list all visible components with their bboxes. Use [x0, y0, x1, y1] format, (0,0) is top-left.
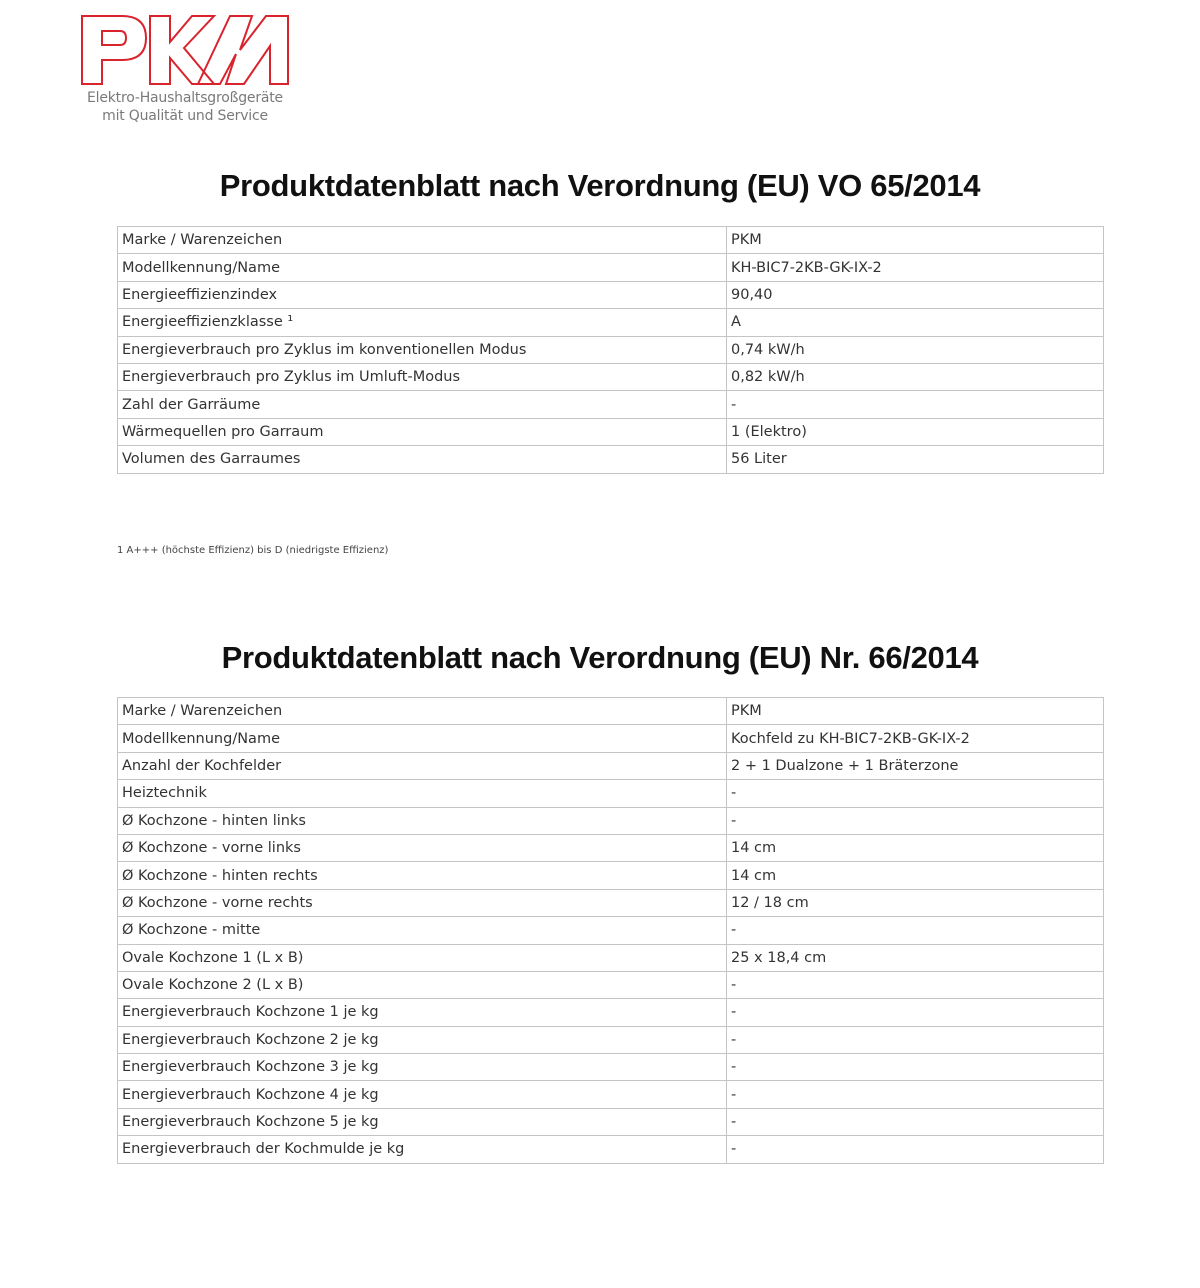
row-label: Anzahl der Kochfelder [118, 752, 727, 779]
row-label: Heiztechnik [118, 780, 727, 807]
row-label: Energieverbrauch Kochzone 1 je kg [118, 999, 727, 1026]
row-value: Kochfeld zu KH-BIC7-2KB-GK-IX-2 [727, 725, 1104, 752]
row-label: Energieverbrauch pro Zyklus im Umluft-Modus [118, 363, 727, 390]
row-value: - [727, 1026, 1104, 1053]
sheet1-table [117, 226, 1104, 474]
logo-tagline-line2: mit Qualität und Service [102, 108, 268, 124]
table-row [118, 1081, 1104, 1108]
footnote: 1 A+++ (höchste Effizienz) bis D (niedrigste Effizienz) [117, 545, 389, 556]
sheet2-title: Produktdatenblatt nach Verordnung (EU) Nr. 66/2014 [221, 640, 979, 675]
table-row [118, 418, 1104, 445]
row-label: Energieverbrauch pro Zyklus im konventionellen Modus [118, 336, 727, 363]
row-label: Energieverbrauch Kochzone 2 je kg [118, 1026, 727, 1053]
table-row [118, 1108, 1104, 1135]
row-value: 14 cm [727, 834, 1104, 861]
row-label: Ø Kochzone - hinten rechts [118, 862, 727, 889]
table-row [118, 780, 1104, 807]
row-label: Wärmequellen pro Garraum [118, 418, 727, 445]
row-value: - [727, 917, 1104, 944]
table-row [118, 391, 1104, 418]
table-row [118, 862, 1104, 889]
row-label: Energieeffizienzklasse ¹ [118, 309, 727, 336]
row-value: - [727, 391, 1104, 418]
row-value: 2 + 1 Dualzone + 1 Bräterzone [727, 752, 1104, 779]
row-value: PKM [727, 698, 1104, 725]
sheet1-title: Produktdatenblatt nach Verordnung (EU) VO 65/2014 [219, 168, 981, 203]
table-row [118, 999, 1104, 1026]
table-row [118, 309, 1104, 336]
row-label: Energieverbrauch Kochzone 4 je kg [118, 1081, 727, 1108]
table-row [118, 971, 1104, 998]
table-row [118, 281, 1104, 308]
row-value: - [727, 1108, 1104, 1135]
row-label: Ø Kochzone - vorne rechts [118, 889, 727, 916]
row-label: Energieeffizienzindex [118, 281, 727, 308]
row-label: Zahl der Garräume [118, 391, 727, 418]
row-value: 56 Liter [727, 446, 1104, 473]
row-label: Ø Kochzone - hinten links [118, 807, 727, 834]
row-value: KH-BIC7-2KB-GK-IX-2 [727, 254, 1104, 281]
row-value: - [727, 807, 1104, 834]
row-label: Marke / Warenzeichen [118, 227, 727, 254]
table-row [118, 725, 1104, 752]
table-row [118, 254, 1104, 281]
table-row [118, 752, 1104, 779]
table-row [118, 834, 1104, 861]
row-value: A [727, 309, 1104, 336]
row-value: PKM [727, 227, 1104, 254]
row-value: 14 cm [727, 862, 1104, 889]
row-value: 90,40 [727, 281, 1104, 308]
row-label: Volumen des Garraumes [118, 446, 727, 473]
table-row [118, 698, 1104, 725]
pkm-logo [80, 14, 290, 126]
table-row [118, 807, 1104, 834]
pkm-logo-mark-icon [80, 14, 290, 86]
row-label: Modellkennung/Name [118, 725, 727, 752]
row-value: - [727, 1136, 1104, 1163]
row-value: 1 (Elektro) [727, 418, 1104, 445]
table-row [118, 336, 1104, 363]
table-row [118, 944, 1104, 971]
row-value: - [727, 999, 1104, 1026]
row-value: - [727, 971, 1104, 998]
table-row [118, 1136, 1104, 1163]
logo-tagline-line1: Elektro-Haushaltsgroßgeräte [87, 90, 283, 106]
row-value: 25 x 18,4 cm [727, 944, 1104, 971]
sheet2-table [117, 697, 1104, 1164]
table-row [118, 1026, 1104, 1053]
row-label: Ø Kochzone - mitte [118, 917, 727, 944]
row-value: - [727, 1081, 1104, 1108]
table-row [118, 889, 1104, 916]
table-row [118, 363, 1104, 390]
row-label: Modellkennung/Name [118, 254, 727, 281]
row-label: Ovale Kochzone 1 (L x B) [118, 944, 727, 971]
row-value: 0,82 kW/h [727, 363, 1104, 390]
table-row [118, 917, 1104, 944]
row-label: Ovale Kochzone 2 (L x B) [118, 971, 727, 998]
row-label: Marke / Warenzeichen [118, 698, 727, 725]
row-label: Energieverbrauch Kochzone 3 je kg [118, 1054, 727, 1081]
row-value: - [727, 1054, 1104, 1081]
row-value: 0,74 kW/h [727, 336, 1104, 363]
table-row [118, 446, 1104, 473]
row-label: Ø Kochzone - vorne links [118, 834, 727, 861]
row-label: Energieverbrauch Kochzone 5 je kg [118, 1108, 727, 1135]
row-value: 12 / 18 cm [727, 889, 1104, 916]
table-row [118, 1054, 1104, 1081]
row-label: Energieverbrauch der Kochmulde je kg [118, 1136, 727, 1163]
row-value: - [727, 780, 1104, 807]
table-row [118, 227, 1104, 254]
